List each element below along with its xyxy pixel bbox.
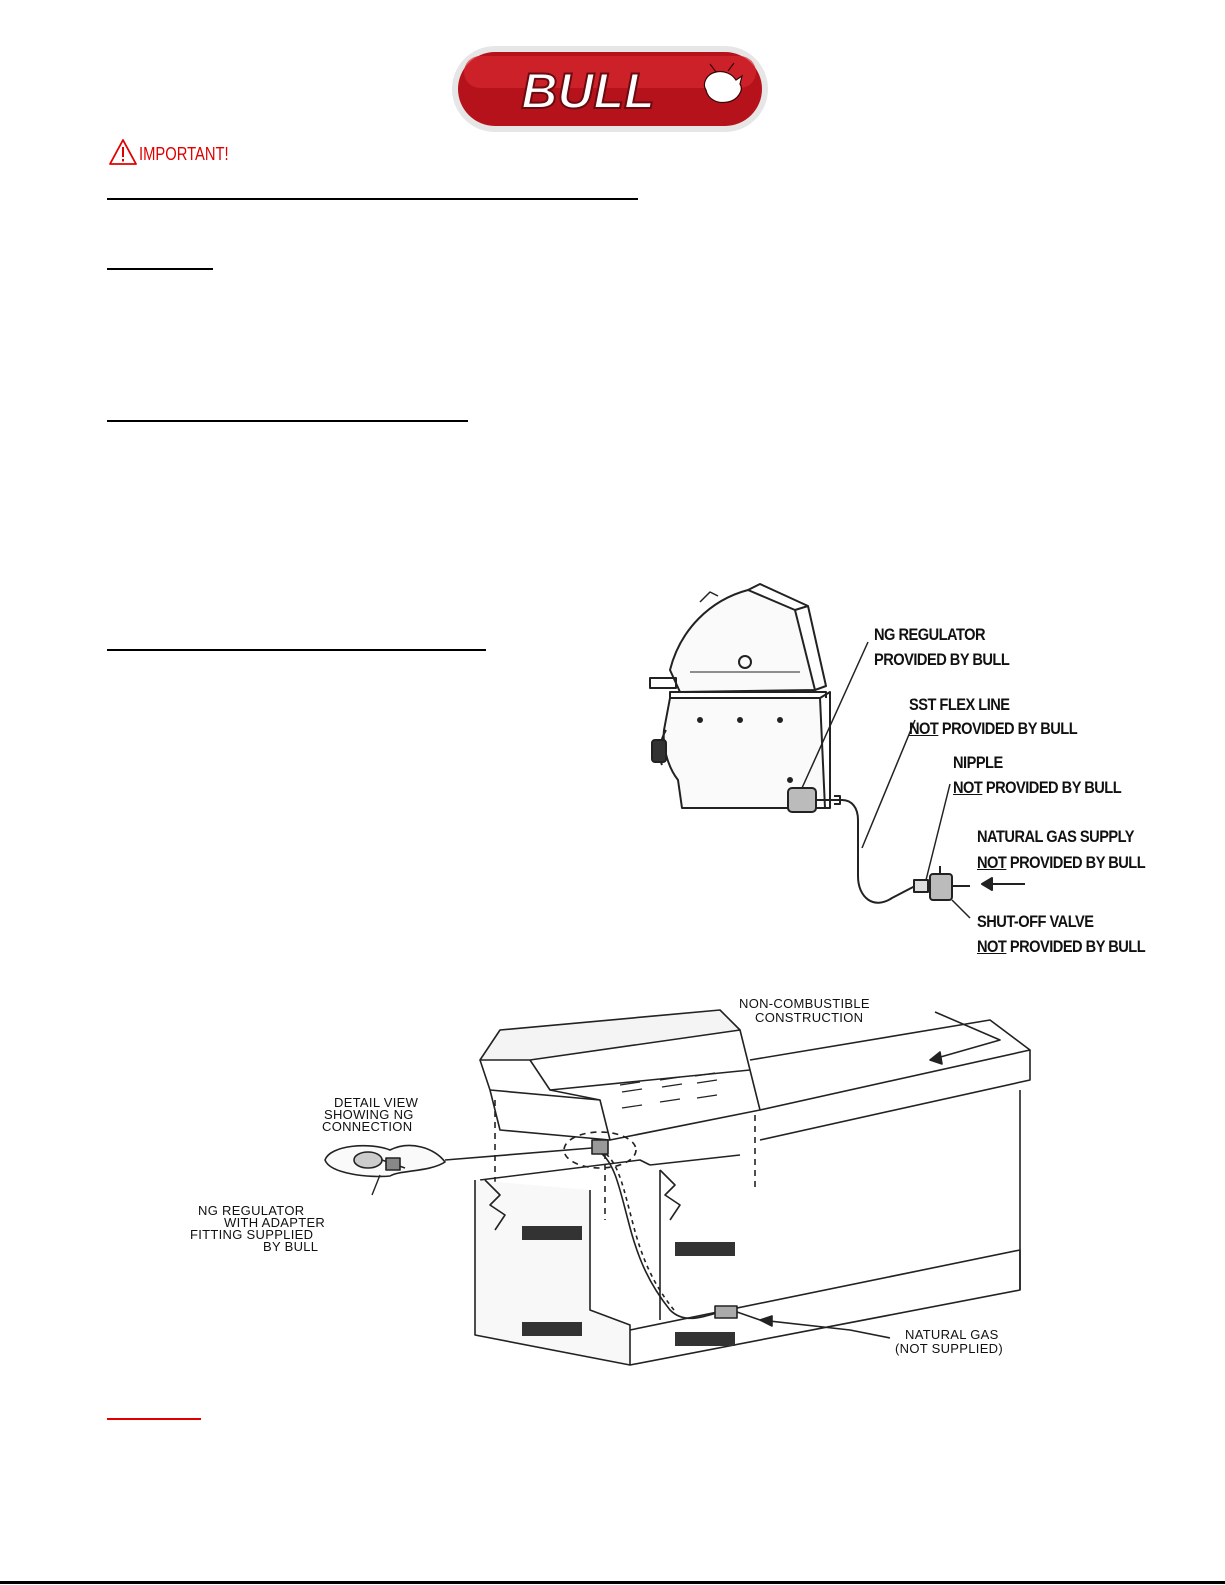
label-noncombustible-1: NON-COMBUSTIBLE <box>739 996 870 1011</box>
label-ng-regulator-sub: PROVIDED BY BULL <box>874 650 1010 669</box>
label-detail-2: SHOWING NG <box>324 1107 414 1122</box>
label-regulator-2: WITH ADAPTER <box>224 1215 326 1230</box>
provided-text: PROVIDED BY BULL <box>1006 937 1146 956</box>
label-regulator-3: FITTING SUPPLIED <box>190 1227 314 1242</box>
svg-text:BULL: BULL <box>521 63 655 119</box>
section-rule-4 <box>107 649 486 651</box>
bull-logo <box>450 44 770 134</box>
label-nipple: NIPPLE <box>953 753 1003 772</box>
warning-rule <box>107 1418 201 1420</box>
provided-text: PROVIDED BY BULL <box>938 719 1078 738</box>
not-word: NOT <box>977 937 1007 956</box>
label-natural-gas-2: (NOT SUPPLIED) <box>895 1341 1003 1356</box>
label-gas-supply: NATURAL GAS SUPPLY <box>977 827 1134 846</box>
not-word: NOT <box>977 853 1007 872</box>
label-regulator-4: BY BULL <box>263 1239 319 1254</box>
section-rule-2 <box>107 268 213 270</box>
label-gas-supply-sub <box>977 853 1145 873</box>
not-word: NOT <box>953 778 983 797</box>
footer-rule <box>0 1581 1225 1584</box>
label-flex-line-sub <box>909 719 1077 739</box>
important-label: IMPORTANT! <box>139 144 229 164</box>
section-rule-3 <box>107 420 468 422</box>
provided-text: PROVIDED BY BULL <box>1006 853 1146 872</box>
section-rule-1 <box>107 198 638 200</box>
warning-triangle-icon <box>108 138 138 166</box>
label-ng-regulator: NG REGULATOR <box>874 625 986 644</box>
label-natural-gas-1: NATURAL GAS <box>905 1327 999 1342</box>
label-shutoff-valve-sub <box>977 937 1145 957</box>
label-flex-line: SST FLEX LINE <box>909 695 1010 714</box>
label-regulator-1: NG REGULATOR <box>198 1203 305 1218</box>
label-shutoff-valve: SHUT-OFF VALVE <box>977 912 1094 931</box>
provided-text: PROVIDED BY BULL <box>982 778 1122 797</box>
label-noncombustible-2: CONSTRUCTION <box>755 1010 864 1025</box>
not-word: NOT <box>909 719 939 738</box>
label-detail-1: DETAIL VIEW <box>334 1095 419 1110</box>
label-nipple-sub <box>953 778 1121 798</box>
label-detail-3: CONNECTION <box>322 1119 413 1134</box>
